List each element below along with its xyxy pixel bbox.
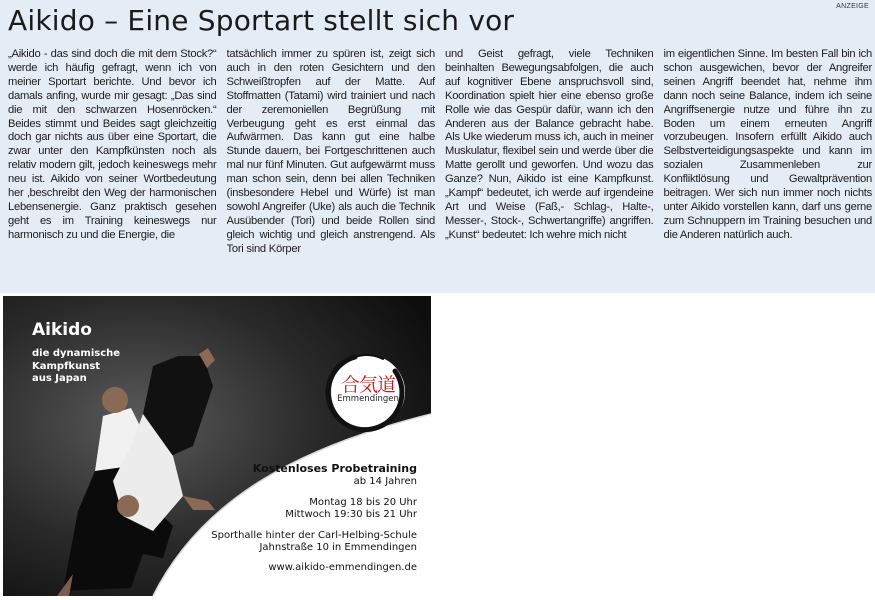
article-column-3: und Geist gefragt, viele Techniken beinhalten Bewegungsabfolgen, die auch auf kognitiver Ebene anspruchsvoll sind, Koordination spielt hier eine ebenso große Rolle wie das Gespür dafür, wann ich den Anderen aus der Balance gebracht habe. Als Uke wiederum muss ich, auch in meiner Muskulatur, flexibel sein und werde über die Matte gerollt und geworfen. Und wozu das Ganze? Nun, Aikido ist eine Kampfkunst. „Kampf“ bedeutet, ich werde auf irgendeine Art und Weise (Faß,- Schlag-, Halte-, Messer-, Stock-, Schwertangriffe) angriffen. „Kunst“ bedeutet: Ich wehre mich nicht (445, 48, 654, 241)
training-time-monday: Montag 18 bis 20 Uhr (309, 497, 417, 508)
article-title: Aikido – Eine Sportart stellt sich vor (8, 4, 515, 37)
logo-kanji: 合気道 (340, 374, 395, 396)
aikido-advertisement (3, 296, 431, 596)
training-time-wednesday: Mittwoch 19:30 bis 21 Uhr (285, 509, 417, 520)
article-column-1: „Aikido - das sind doch die mit dem Stock?“ werde ich häufig gefragt, wenn ich von meiner Sportart berichte. Und bevor ich damals anfing, wurde mir gesagt: „Das sind die mit den schwarzen Hosenröcken.“ Beides stimmt und Beides sagt gleichzeitig doch gar nichts aus über eine Sportart, die zwar unter den Kampfkünsten noch als relativ modern gilt, jedoch keineswegs mehr neu ist. Aikido von seiner Wortbedeutung her ‚beschreibt den Weg der harmonischen Lebensenergie. Ganz praktisch gesehen geht es im Training keineswegs nur harmonisch zu und die Energie, die (8, 48, 217, 241)
age-requirement: ab 14 Jahren (353, 476, 417, 487)
ad-subtitle-line: Kampfkunst (32, 360, 101, 372)
ad-subtitle-line: die dynamische (32, 348, 121, 359)
ad-subtitle (32, 348, 152, 386)
advertisement-tag: ANZEIGE (836, 3, 869, 10)
venue-line-2: Jahnstraße 10 in Emmendingen (259, 542, 417, 553)
trial-training-heading: Kostenloses Probetraining (252, 462, 417, 475)
article-column-2: tatsächlich immer zu spüren ist, zeigt sich auch in den roten Gesichtern und den Schweißtropfen auf der Matte. Auf Stoffmatten (Tatami) wird trainiert und nach der zeremoniellen Begrüßung mit Verbeugung geht es erst einmal das Aufwärmen. Das kann gut eine halbe Stunde dauern, bei Fortgeschrittenen auch mal nur fünf Minuten. Gut aufgewärmt muss man schon sein, denn bei allen Techniken (insbesondere Hebel und Würfe) ist man sowohl Angreifer (Uke) als auch die Technik Ausübender (Tori) und beide Rollen sind gleich wichtig und gleich anstrengend. Als Tori sind Körper (226, 48, 435, 255)
ad-title: Aikido (32, 320, 92, 340)
website-url: www.aikido-emmendingen.de (268, 562, 417, 573)
ad-subtitle-line: aus Japan (32, 373, 87, 384)
article-columns (8, 48, 872, 288)
article-column-4: im eigentlichen Sinne. Im besten Fall bin ich schon ausgewichen, bevor der Angreifer seinen Angriff beendet hat, nehme ihm dann noch seine Balance, indem ich seine Angriffsenergie nutze und führe ihn zu Boden um einem erneuten Angriff vorzubeugen. Insofern erfüllt Aikido auch Selbstverteidigungsaspekte und kann im sozialen Zusammenleben zur Konfliktlösung und Gewaltprävention beitragen. Wer sich nun immer noch nichts unter Aikido vorstellen kann, darf uns gerne zum Schnuppern im Training besuchen und die Anderen natürlich auch. (663, 48, 872, 241)
article (0, 0, 875, 293)
venue-line-1: Sporthalle hinter der Carl-Helbing-Schule (211, 530, 417, 541)
logo-city: Emmendingen (337, 394, 399, 404)
